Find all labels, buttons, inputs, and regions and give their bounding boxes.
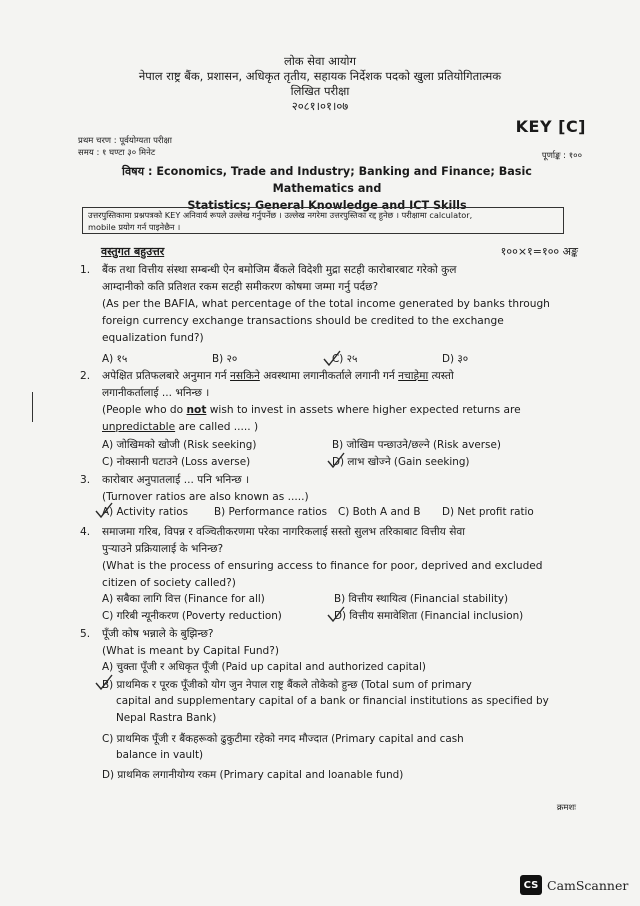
question-text-en: (Turnover ratios are also known as .....) (102, 491, 309, 503)
option-d: D) Net profit ratio (442, 506, 534, 518)
option-d: D) वित्तीय समावेशिता (Financial inclusion) (334, 610, 524, 622)
question-text-np: बैंक तथा वित्तीय संस्था सम्बन्धी ऐन बमोजिम बैंकले विदेशी मुद्रा सटही कारोबारबाट गरेको कुल (102, 264, 457, 276)
continued-label: क्रमशः (556, 803, 576, 813)
option-b-cont: Nepal Rastra Bank) (116, 712, 217, 724)
answer-tick-mark (326, 606, 346, 624)
question-number: 1. (80, 264, 91, 276)
question-text-en: (As per the BAFIA, what percentage of the total income generated by banks through (102, 298, 550, 310)
answer-tick-mark (94, 674, 114, 692)
option-c-cont: balance in vault) (116, 749, 204, 761)
instruction-box (82, 207, 564, 234)
option-c: C) प्राथमिक पूँजी र बैंकहरूको ढुकुटीमा रहेको नगद मौज्दात (Primary capital and cash (102, 733, 464, 745)
question-text-np: पुऱ्याउने प्रक्रियालाई के भनिन्छ? (102, 543, 224, 555)
question-5 (80, 626, 580, 660)
option-c: C) नोक्सानी घटाउने (Loss averse) (102, 456, 251, 468)
exam-time: समय : १ घण्टा ३० मिनेट (78, 148, 156, 158)
question-3 (80, 472, 580, 506)
question-text-en: unpredictable are called ..... ) (102, 421, 259, 433)
question-text-en: foreign currency exchange transactions should be credited to the exchange (102, 315, 504, 327)
margin-mark (32, 392, 36, 422)
option-c: C) Both A and B (338, 506, 421, 518)
option-a: A) जोखिमको खोजी (Risk seeking) (102, 439, 257, 451)
question-4 (80, 524, 580, 592)
header-exam-type: लिखित परीक्षा (290, 84, 350, 98)
exam-stage: प्रथम चरण : पूर्वयोग्यता परीक्षा (78, 136, 172, 146)
header-title: नेपाल राष्ट्र बैंक, प्रशासन, अधिकृत तृतीय, सहायक निर्देशक पदको खुला प्रतियोगितात्मक (138, 69, 502, 83)
option-b: B) प्राथमिक र पूरक पूँजीको योग जुन नेपाल राष्ट्र बैंकले तोकेको हुन्छ (Total sum of primary (102, 679, 472, 691)
full-marks: पूर्णाङ्क : १०० (541, 151, 582, 161)
camscanner-watermark (520, 873, 628, 897)
header-date: २०८१।०१।०७ (291, 99, 349, 113)
option-d: D) लाभ खोज्ने (Gain seeking) (332, 456, 470, 468)
question-text-en: (What is meant by Capital Fund?) (102, 645, 280, 657)
camscanner-name: CamScanner (547, 877, 629, 893)
question-number: 4. (80, 526, 91, 538)
option-b: B) Performance ratios (214, 506, 328, 518)
answer-tick-mark (322, 350, 342, 368)
question-number: 2. (80, 370, 91, 382)
question-2 (80, 368, 580, 436)
question-text-en: citizen of society called?) (102, 577, 236, 589)
option-c: C) २५ (332, 353, 358, 365)
answer-tick-mark (94, 502, 114, 520)
question-text-np: समाजमा गरिब, विपन्न र वञ्चितीकरणमा परेका नागरिकलाई सस्तो सुलभ तरिकाबाट वित्तीय सेवा (102, 526, 465, 538)
question-text-np: पूँजी कोष भन्नाले के बुझिन्छ? (102, 628, 214, 640)
instruction-line-1: उत्तरपुस्तिकामा प्रश्नपत्रको KEY अनिवार्य रूपले उल्लेख गर्नुपर्नेछ । उल्लेख नगरेमा उत्तरपुस्तिका रद्द हुनेछ । परीक्षामा calculator, (88, 210, 473, 220)
question-text-np: कारोबार अनुपातलाई ... पनि भनिन्छ । (102, 474, 250, 486)
option-d: D) प्राथमिक लगानीयोग्य रकम (Primary capital and loanable fund) (102, 769, 404, 781)
section-title: वस्तुगत बहुउत्तर (101, 245, 165, 258)
answer-key-label: KEY [C] (515, 117, 586, 136)
question-number: 5. (80, 628, 91, 640)
section-marks: १००×१=१०० अङ्क (500, 245, 578, 258)
question-1 (80, 262, 580, 347)
subject-line-2: Statistics; General Knowledge and ICT Skills (187, 199, 467, 212)
option-b: B) २० (212, 353, 238, 365)
question-text-en: equalization fund?) (102, 332, 204, 344)
option-a: A) Activity ratios (102, 506, 188, 518)
option-a: A) सबैका लागि वित्त (Finance for all) (102, 593, 265, 605)
instruction-line-2: mobile प्रयोग गर्न पाइनेछैन । (88, 222, 181, 232)
option-c: C) गरिबी न्यूनीकरण (Poverty reduction) (102, 610, 282, 622)
option-a: A) चुक्ता पूँजी र अधिकृत पूँजी (Paid up capital and authorized capital) (102, 661, 426, 673)
question-text-en: (What is the process of ensuring access to finance for poor, deprived and excluded (102, 560, 543, 572)
question-number: 3. (80, 474, 91, 486)
option-d: D) ३० (442, 353, 469, 365)
option-b-cont: capital and supplementary capital of a bank or financial institutions as specified by (116, 695, 549, 707)
answer-tick-mark (326, 452, 346, 470)
option-a: A) १५ (102, 353, 128, 365)
option-b: B) जोखिम पन्छाउने/छल्ने (Risk averse) (332, 439, 501, 451)
question-text-np: आम्दानीको कति प्रतिशत रकम सटही समीकरण कोषमा जम्मा गर्नु पर्दछ? (102, 281, 379, 293)
question-text-en: (People who do not wish to invest in assets where higher expected returns are (102, 404, 521, 416)
subject-line-1: विषय : Economics, Trade and Industry; Banking and Finance; Basic Mathematics and (122, 165, 532, 195)
camscanner-logo-icon: CS (520, 875, 542, 895)
question-text-np: अपेक्षित प्रतिफलबारे अनुमान गर्न नसकिने अवस्थामा लगानीकर्ताले लगानी गर्न नचाहेमा त्यस्तो (102, 370, 454, 382)
header-commission: लोक सेवा आयोग (284, 54, 356, 68)
question-text-np: लगानीकर्तालाई ... भनिन्छ । (102, 387, 210, 399)
option-b: B) वित्तीय स्थायित्व (Financial stability) (334, 593, 509, 605)
